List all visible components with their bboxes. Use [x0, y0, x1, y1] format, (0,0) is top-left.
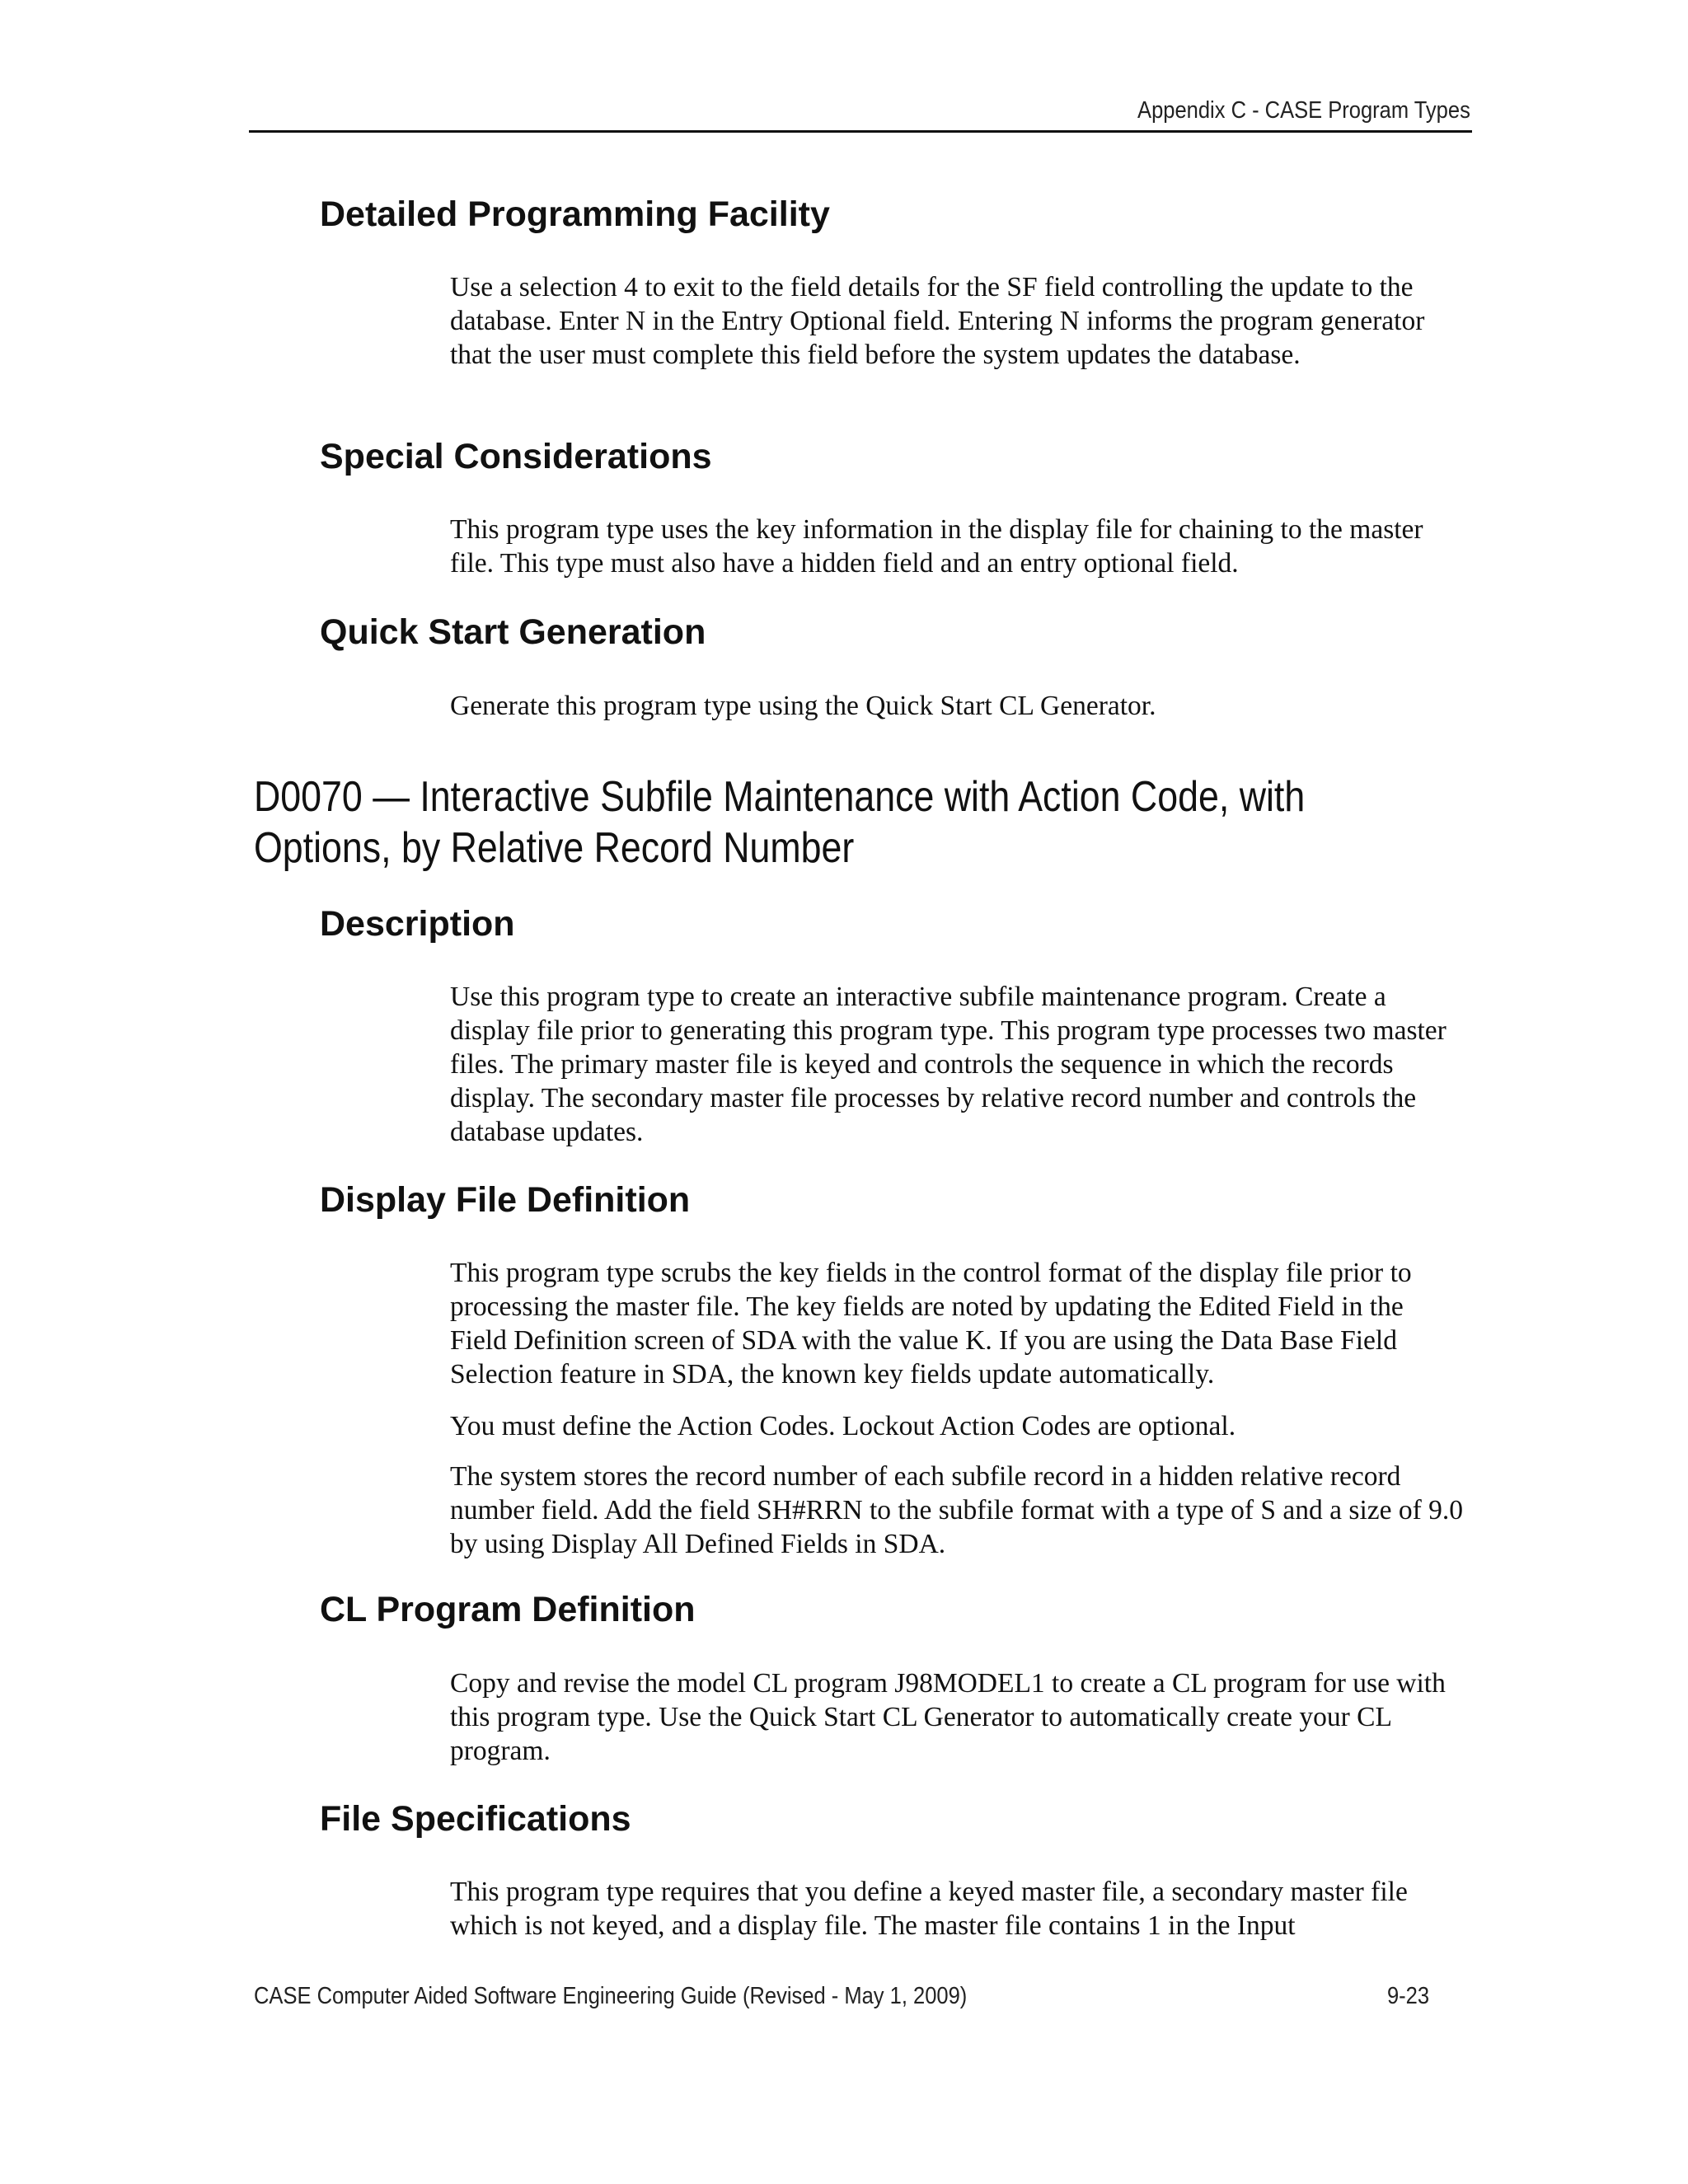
section-heading-file-specifications: File Specifications	[320, 1799, 631, 1839]
paragraph-display-file-definition-1: This program type scrubs the key fields in the control format of the display file prior to processing the master file. The key fields are noted by updating the Edited Field in the Field Definition screen of SDA with the value K. If you are using the Data Base Field Selection feature in SDA, the known key fields update automatically.	[450, 1258, 1412, 1390]
section-heading-cl-program-definition: CL Program Definition	[320, 1590, 696, 1629]
chapter-title-line-1: D0070 — Interactive Subfile Maintenance with Action Code, with	[254, 773, 1306, 821]
footer-guide-title: CASE Computer Aided Software Engineering Guide (Revised - May 1, 2009)	[254, 1983, 968, 2009]
paragraph-special-considerations: This program type uses the key information in the display file for chaining to the master file. This type must also have a hidden field and an entry optional field.	[450, 514, 1423, 579]
chapter-title	[254, 771, 1601, 874]
section-heading-display-file-definition: Display File Definition	[320, 1180, 691, 1220]
footer-page-number: 9-23	[1386, 1983, 1429, 2009]
paragraph-detailed-programming-facility: Use a selection 4 to exit to the field details for the SF field controlling the update to the database. Enter N in the Entry Optional field. Entering N informs the program generator that the user must complete this field before the system updates the database.	[450, 272, 1425, 370]
section-heading-quick-start-generation: Quick Start Generation	[320, 612, 706, 652]
paragraph-display-file-definition-2: You must define the Action Codes. Lockout Action Codes are optional.	[450, 1411, 1236, 1441]
paragraph-description: Use this program type to create an interactive subfile maintenance program. Create a display file prior to generating this program type. This program type processes two master files. The primary master file is keyed and controls the sequence in which the records display. The secondary master file processes by relative record number and controls the database updates.	[450, 982, 1447, 1147]
paragraph-file-specifications: This program type requires that you define a keyed master file, a secondary master file which is not keyed, and a display file. The master file contains 1 in the Input	[450, 1877, 1408, 1941]
running-header: Appendix C - CASE Program Types	[1137, 97, 1470, 124]
paragraph-display-file-definition-3: The system stores the record number of each subfile record in a hidden relative record number field. Add the field SH#RRN to the subfile format with a type of S and a size of 9.0 by using Display All Defined Fields in SDA.	[450, 1461, 1464, 1559]
section-heading-description: Description	[320, 904, 515, 944]
chapter-title-line-2: Options, by Relative Record Number	[254, 824, 855, 872]
section-heading-special-considerations: Special Considerations	[320, 437, 712, 476]
paragraph-cl-program-definition: Copy and revise the model CL program J98MODEL1 to create a CL program for use with this program type. Use the Quick Start CL Generator to automatically create your CL program.	[450, 1668, 1446, 1766]
header-rule	[249, 130, 1472, 133]
paragraph-quick-start-generation: Generate this program type using the Quick Start CL Generator.	[450, 691, 1156, 721]
section-heading-detailed-programming-facility: Detailed Programming Facility	[320, 194, 830, 234]
